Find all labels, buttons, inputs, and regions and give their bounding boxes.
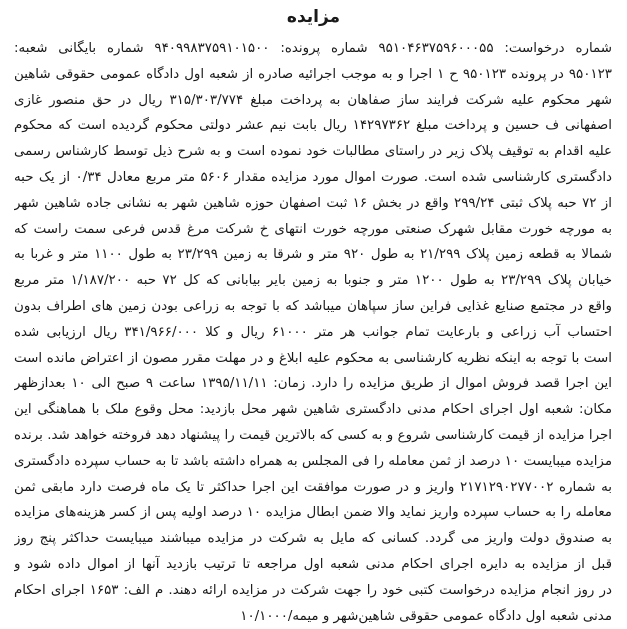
notice-line: خیابان پلاک ۲۳/۲۹۹ به طول ۱۲۰۰ متر و جنوبا به زمین بایر بیابانی که کل ۷۲ حبه ۱/۱۸۷/۲۰۰ متر مربع bbox=[14, 273, 612, 289]
notice-line: ۹۵۰۱۲۳ در پرونده ۹۵۰۱۲۳ ح ۱ اجرا و به موجب اجرائیه صادره از شعبه اول دادگاه عمومی حقوقی شاهین bbox=[14, 66, 612, 82]
notice-line: شهر محکوم علیه شرکت فرایند ساز صفاهان به پرداخت مبلغ ۳۱۵/۳۰۳/۷۷۴ ریال در حق منصور غازی bbox=[14, 92, 612, 108]
notice-line: مدنی شعبه اول دادگاه عمومی حقوقی شاهین‌شهر و میمه/۱۰/۱۰۰۰ bbox=[240, 608, 612, 624]
notice-line: در روز انجام مزایده درخواست کتبی خود را جهت شرکت در مزایده ارائه دهند. م الف: ۱۶۵۳ اجرای احکام bbox=[14, 582, 612, 598]
notice-line: دادگستری کارشناسی شده است. صورت اموال مورد مزایده مقدار ۵۶۰۶ متر مربع معادل ۰/۳۴ از یک حبه bbox=[14, 169, 612, 185]
notice-line: اصفهانی ف حسین و پرداخت مبلغ ۱۴۲۹۷۳۶۲ ریال بابت نیم عشر دولتی محکوم گردیده است که محکوم bbox=[14, 118, 612, 134]
notice-line: قبل از مزایده به دایره اجرای احکام مدنی شعبه اول مراجعه تا ترتیب بازدید آنها از اموال داده شود و bbox=[14, 556, 612, 572]
notice-line: معامله را به حساب سپرده واریز نماید والا ضمن ابطال مزایده ۱۰ درصد اولیه پس از کسر هزینه‌های مزایده bbox=[14, 505, 612, 521]
notice-line: است با توجه به اینکه نظریه کارشناسی به محکوم علیه ابلاغ و در مهلت مقرر مصون از اعتراض مانده است bbox=[14, 350, 612, 366]
notice-line: علیه اقدام به توقیف پلاک زیر در راستای مطالبات خود نموده است و به شرح ذیل توسط کارشناس رسمی bbox=[14, 144, 612, 160]
notice-line: احتساب آب زراعی و بارعایت تمام جوانب هر متر ۶۱۰۰۰ ریال و کلا ۳۴۱/۹۶۶/۰۰۰ ریال ارزیابی شده bbox=[14, 324, 612, 340]
notice-line: به شماره ۲۱۷۱۲۹۰۲۷۷۰۰۲ واریز و در صورت موافقت این اجرا حداکثر تا یک ماه فرصت دارد مابقی ثمن bbox=[14, 479, 612, 495]
notice-line: واقع در مجتمع صنایع غذایی فراین ساز سپاهان میباشد که با توجه به زراعی بودن زمین های اطراف بدون bbox=[14, 298, 612, 314]
notice-line: اجرا مزایده از قیمت کارشناسی شروع و به کسی که بالاترین قیمت را پیشنهاد دهد فروخته خواهد شد. برنده bbox=[14, 427, 612, 443]
notice-line: از ۷۲ حبه پلاک ثبتی ۲۹۹/۲۴ واقع در بخش ۱۶ ثبت اصفهان حوزه شاهین شهر به نشانی جاده شاهین شهر bbox=[14, 195, 612, 211]
notice-line: به صندوق دولت واریز می گردد. کسانی که مایل به شرکت در مزایده میباشند میبایست حداکثر پنج روز bbox=[14, 531, 612, 547]
notice-line: این اجرا قصد فروش اموال از طریق مزایده را دارد. زمان: ۱۳۹۵/۱۱/۱۱ ساعت ۹ صبح الی ۱۰ بعدازظهر bbox=[14, 376, 612, 392]
notice-line: شماره درخواست: ۹۵۱۰۴۶۳۷۵۹۶۰۰۰۵۵ شماره پرونده: ۹۴۰۹۹۸۳۷۵۹۱۰۱۵۰۰ شماره بایگانی شعبه: bbox=[14, 41, 612, 56]
notice-line: مزایده میبایست ۱۰ درصد از ثمن معامله را فی المجلس به همراه داشته باشد تا به حساب سپرده دادگستری bbox=[14, 453, 612, 469]
notice-line: شمالا به قطعه زمین پلاک ۲۱/۲۹۹ به طول ۹۲۰ متر و شرقا به زمین ۲۳/۲۹۹ به طول ۱۱۰۰ متر و غربا به bbox=[14, 247, 612, 263]
notice-line: به مورچه خورت مقابل شهرک صنعتی مورچه خورت انتهای خ شرکت مرغ قدس فرعی سمت راست که bbox=[14, 221, 612, 237]
notice-title: مزایده bbox=[286, 7, 341, 27]
notice-body bbox=[14, 36, 612, 629]
notice-line: مکان: شعبه اول اجرای احکام مدنی دادگستری شاهین شهر محل بازدید: محل وقوع ملک با هماهنگی این bbox=[14, 402, 612, 418]
